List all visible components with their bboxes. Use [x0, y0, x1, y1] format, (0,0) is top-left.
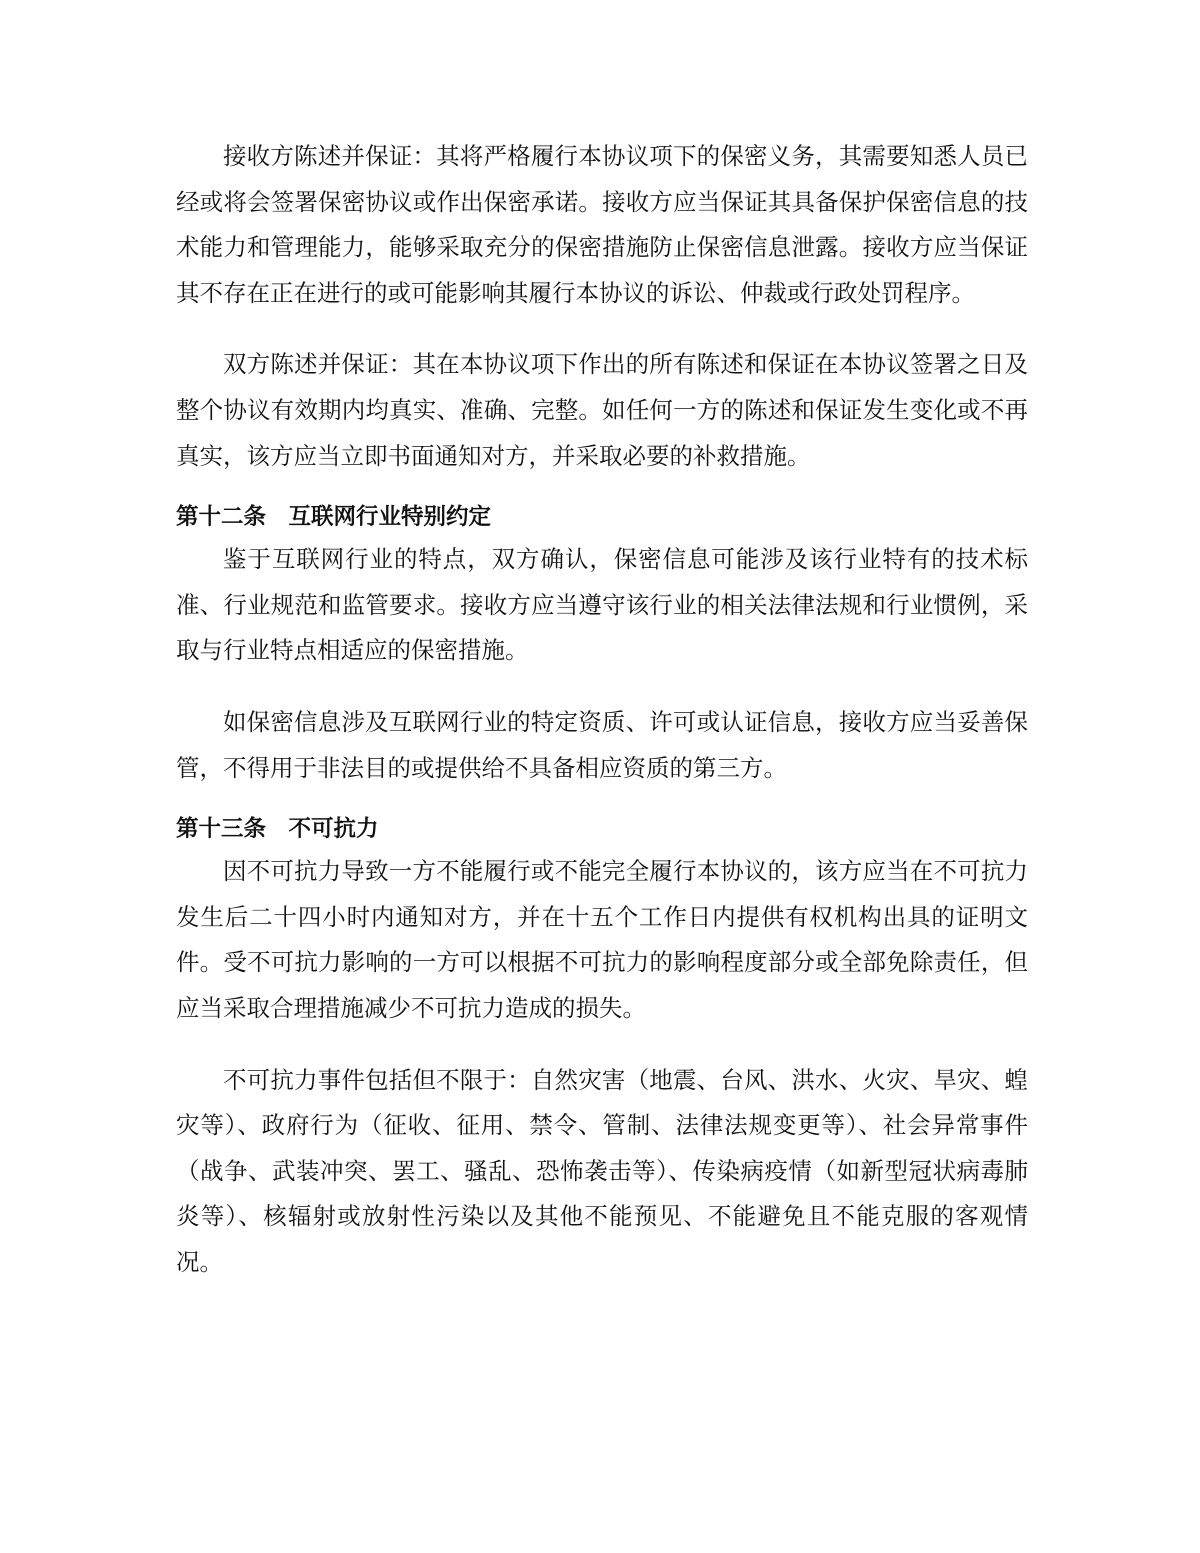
paragraph-spacer	[176, 674, 1028, 700]
heading-spacer	[176, 479, 1028, 497]
paragraph-force-majeure-notice: 因不可抗力导致一方不能履行或不能完全履行本协议的，该方应当在不可抗力发生后二十四小时内通知对方，并在十五个工作日内提供有权机构出具的证明文件。受不可抗力影响的一方可以根据不可抗力的影响程度部分或全部免除责任，但应当采取合理措施减少不可抗力造成的损失。	[176, 857, 1028, 1022]
article-12-heading: 第十二条 互联网行业特别约定	[176, 504, 492, 531]
document-page	[176, 134, 1028, 1285]
heading-spacer	[176, 791, 1028, 809]
paragraph-spacer	[176, 316, 1028, 342]
paragraph-receiver-warranty: 接收方陈述并保证：其将严格履行本协议项下的保密义务，其需要知悉人员已经或将会签署保密协议或作出保密承诺。接收方应当保证其具备保护保密信息的技术能力和管理能力，能够采取充分的保密措施防止保密信息泄露。接收方应当保证其不存在正在进行的或可能影响其履行本协议的诉讼、仲裁或行政处罚程序。	[176, 142, 1028, 307]
article-13-heading: 第十三条 不可抗力	[176, 816, 379, 843]
paragraph-force-majeure-events: 不可抗力事件包括但不限于：自然灾害（地震、台风、洪水、火灾、旱灾、蝗灾等）、政府行为（征收、征用、禁令、管制、法律法规变更等）、社会异常事件（战争、武装冲突、罢工、骚乱、恐怖袭击等）、传染病疫情（如新型冠状病毒肺炎等）、核辐射或放射性污染以及其他不能预见、不能避免且不能克服的客观情况。	[176, 1065, 1028, 1276]
paragraph-qualification-info: 如保密信息涉及互联网行业的特定资质、许可或认证信息，接收方应当妥善保管，不得用于非法目的或提供给不具备相应资质的第三方。	[176, 707, 1028, 782]
paragraph-mutual-warranty: 双方陈述并保证：其在本协议项下作出的所有陈述和保证在本协议签署之日及整个协议有效期内均真实、准确、完整。如任何一方的陈述和保证发生变化或不再真实，该方应当立即书面通知对方，并采取必要的补救措施。	[176, 350, 1028, 470]
paragraph-internet-industry: 鉴于互联网行业的特点，双方确认，保密信息可能涉及该行业特有的技术标准、行业规范和监管要求。接收方应当遵守该行业的相关法律法规和行业惯例，采取与行业特点相适应的保密措施。	[176, 545, 1028, 665]
paragraph-spacer	[176, 1032, 1028, 1058]
